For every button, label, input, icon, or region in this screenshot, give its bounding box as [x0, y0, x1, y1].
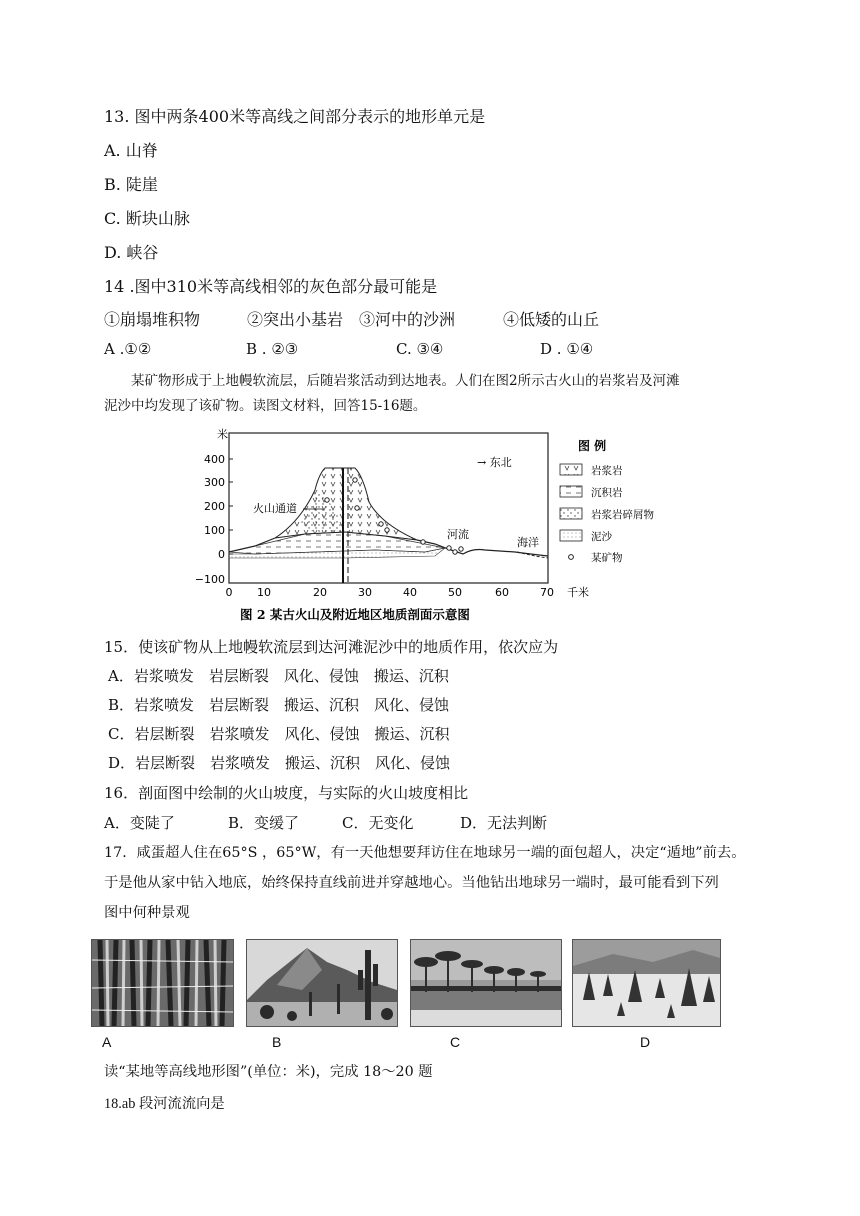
- direction-label: → 东北: [477, 456, 512, 469]
- q17-line-3: 图中何种景观: [104, 905, 190, 921]
- x-tick-40: 40: [403, 586, 417, 599]
- x-tick-20: 20: [313, 586, 327, 599]
- sea-label: 海洋: [517, 536, 539, 549]
- figure-caption: 图 2 某古火山及附近地区地质剖面示意图: [240, 607, 470, 622]
- q13-option-b: B. 陡崖: [104, 175, 158, 194]
- photo-label-a: A: [102, 1034, 112, 1050]
- legend-swatch-mineral: [569, 555, 574, 560]
- legend-swatch-sand: [560, 530, 582, 541]
- q16-option-a: A．变陡了: [104, 814, 175, 832]
- photo-c-tropical-beach: [410, 939, 562, 1027]
- q14-item-4: ④低矮的山丘: [503, 310, 600, 329]
- q15-option-b: B．岩浆喷发 岩层断裂 搬运、沉积 风化、侵蚀: [108, 696, 450, 714]
- geologic-section-figure: [195, 424, 665, 628]
- x-unit: 千米: [567, 586, 589, 599]
- photo-label-c: C: [450, 1034, 461, 1050]
- legend-swatch-sedimentary: [560, 486, 582, 497]
- q14-item-3: ③河中的沙洲: [359, 310, 456, 329]
- q17-line-2: 于是他从家中钻入地底，始终保持直线前进并穿越地心。当他钻出地球另一端时，最可能看到下列: [104, 875, 719, 891]
- legend-debris: 岩浆岩碎屑物: [591, 509, 654, 521]
- y-tick-100: 100: [204, 524, 225, 537]
- q14-stem: 14 .图中310米等高线相邻的灰色部分最可能是: [104, 277, 438, 296]
- legend-title: 图 例: [578, 439, 607, 453]
- q14-option-d: D . ①④: [540, 340, 594, 358]
- q16-option-c: C．无变化: [342, 814, 414, 832]
- q14-options: [104, 340, 593, 358]
- x-tick-10: 10: [257, 586, 271, 599]
- q14-option-c: C. ③④: [396, 340, 444, 358]
- river-label: 河流: [447, 528, 469, 541]
- legend-sedimentary: 沉积岩: [591, 487, 623, 499]
- x-tick-0: 0: [225, 586, 233, 599]
- y-tick-minus100: −100: [195, 573, 225, 586]
- y-tick-200: 200: [204, 500, 225, 513]
- q18-intro: 读“某地等高线地形图”(单位：米)，完成 18～20 题: [104, 1064, 433, 1080]
- q16-option-b: B．变缓了: [228, 814, 300, 832]
- q17-line-1: 17．咸蛋超人住在65°S ，65°W，有一天他想要拜访住在地球另一端的面包超人，决定“遁地”前去。: [104, 845, 746, 861]
- y-tick-400: 400: [204, 453, 225, 466]
- q13-option-a: A. 山脊: [104, 141, 158, 160]
- q15-option-d: D．岩层断裂 岩浆喷发 搬运、沉积 风化、侵蚀: [108, 754, 451, 772]
- q13-stem: 13. 图中两条400米等高线之间部分表示的地形单元是: [104, 107, 486, 126]
- q16-option-d: D．无法判断: [460, 814, 548, 832]
- legend-magmatic: 岩浆岩: [591, 465, 623, 477]
- q15-stem: 15．使该矿物从上地幔软流层到达河滩泥沙中的地质作用，依次应为: [104, 638, 559, 656]
- y-unit: 米: [217, 428, 228, 441]
- photo-label-d: D: [640, 1034, 651, 1050]
- x-tick-60: 60: [495, 586, 509, 599]
- intro-paragraph: [104, 369, 764, 419]
- x-tick-50: 50: [448, 586, 462, 599]
- legend-mineral: 某矿物: [591, 552, 623, 564]
- y-tick-0: 0: [218, 548, 225, 561]
- vent-label: 火山通道: [253, 502, 297, 515]
- photo-b-desert-cactus: [246, 939, 398, 1027]
- x-tick-70: 70: [540, 586, 554, 599]
- q14-option-a: A .①②: [104, 340, 152, 358]
- q14-item-2: ②突出小基岩: [247, 310, 344, 329]
- photo-d-snowy-forest: [572, 939, 721, 1027]
- legend-sand: 泥沙: [591, 531, 612, 543]
- q13-option-c: C. 断块山脉: [104, 209, 190, 228]
- q16-stem: 16．剖面图中绘制的火山坡度，与实际的火山坡度相比: [104, 784, 469, 802]
- legend-swatch-magmatic: [560, 464, 582, 475]
- q13-option-d: D. 峡谷: [104, 243, 159, 262]
- q14-items: [104, 307, 599, 330]
- intro-line-1: 某矿物形成于上地幔软流层，后随岩浆活动到达地表。人们在图2所示古火山的岩浆岩及河滩: [131, 373, 680, 389]
- q14-option-b: B . ②③: [246, 340, 299, 358]
- x-tick-30: 30: [358, 586, 372, 599]
- q15-option-a: A．岩浆喷发 岩层断裂 风化、侵蚀 搬运、沉积: [108, 667, 449, 685]
- legend-swatch-debris: [560, 508, 582, 519]
- photo-label-b: B: [272, 1034, 282, 1050]
- q14-item-1: ①崩塌堆积物: [104, 310, 201, 329]
- q16-options: [104, 812, 547, 833]
- q15-option-c: C．岩层断裂 岩浆喷发 风化、侵蚀 搬运、沉积: [108, 725, 450, 743]
- q18-stem: 18.ab 段河流流向是: [104, 1096, 225, 1112]
- photo-a-bamboo: [91, 939, 234, 1027]
- y-tick-300: 300: [204, 476, 225, 489]
- intro-line-2: 泥沙中均发现了该矿物。读图文材料，回答15-16题。: [104, 398, 427, 414]
